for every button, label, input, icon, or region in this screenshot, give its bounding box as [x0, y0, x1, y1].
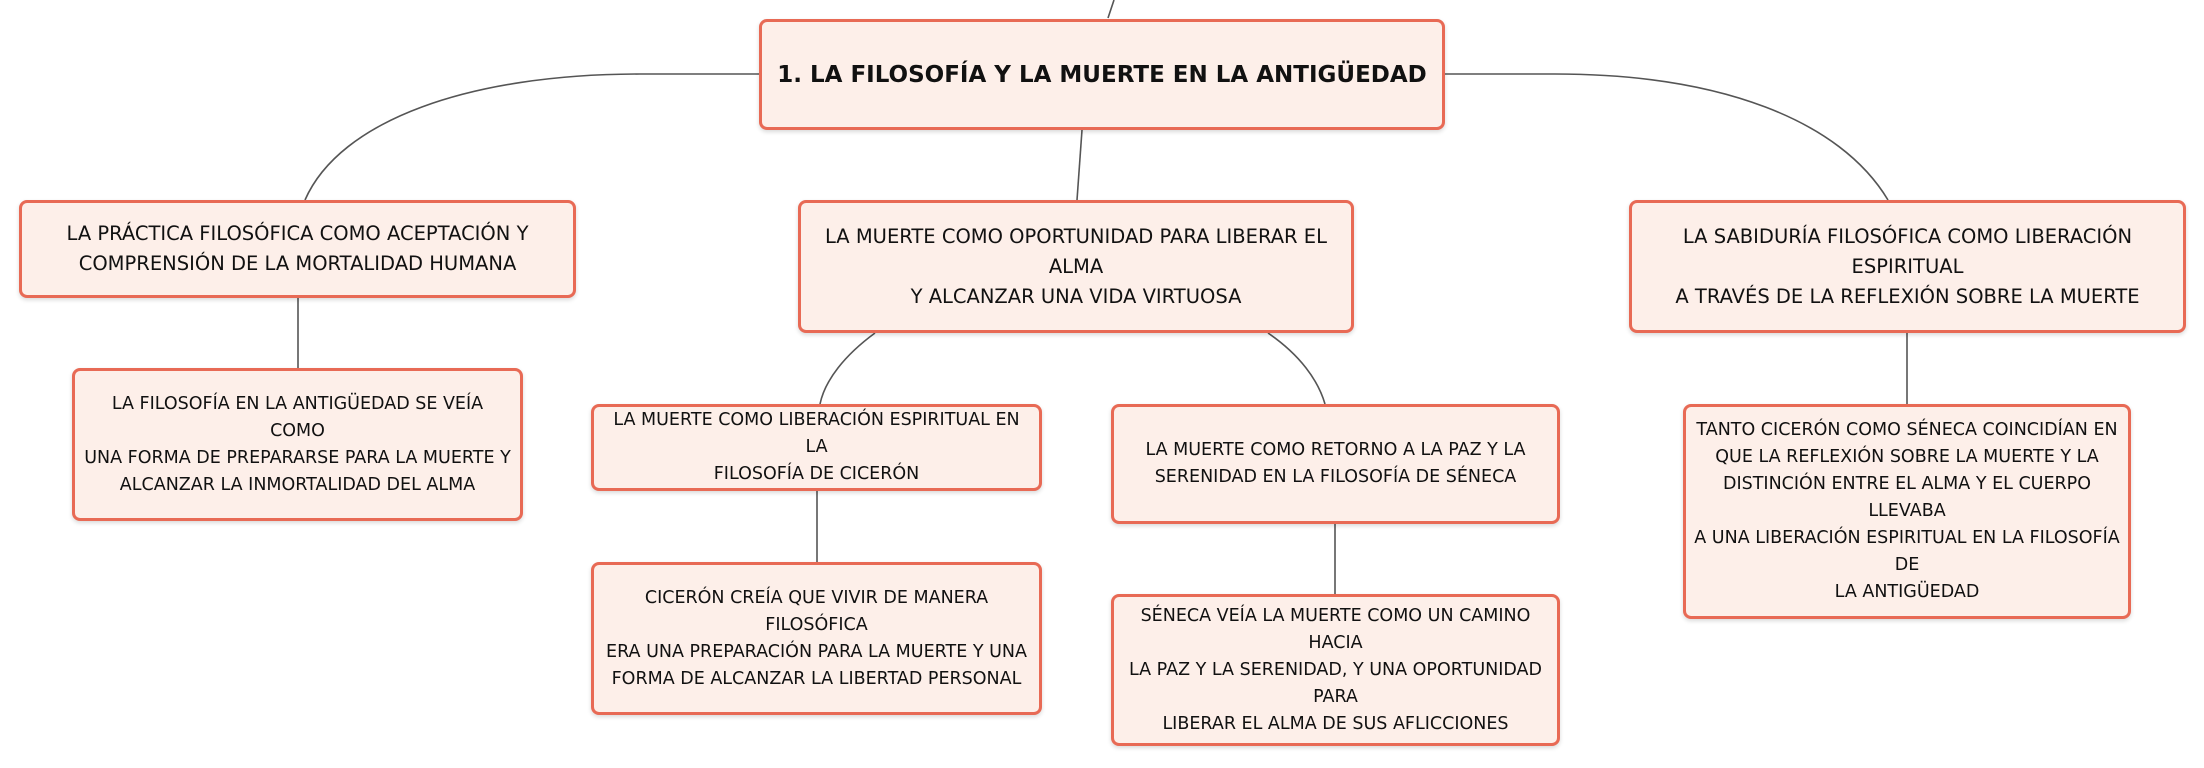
branch-topic-label: LA SABIDURÍA FILOSÓFICA COMO LIBERACIÓN ESPIRITUAL A TRAVÉS DE LA REFLEXIÓN SOBRE LA MUERTE — [1675, 224, 2140, 308]
root-topic-label: 1. LA FILOSOFÍA Y LA MUERTE EN LA ANTIGÜEDAD — [777, 61, 1427, 88]
branch-topic-label: LA PRÁCTICA FILOSÓFICA COMO ACEPTACIÓN Y COMPRENSIÓN DE LA MORTALIDAD HUMANA — [66, 222, 529, 275]
subtopic-label: LA FILOSOFÍA EN LA ANTIGÜEDAD SE VEÍA COMO UNA FORMA DE PREPARARSE PARA LA MUERTE Y ALCANZAR LA INMORTALIDAD DEL ALMA — [84, 393, 511, 495]
connector-root-center — [1077, 130, 1082, 200]
connector-root-left — [305, 74, 759, 200]
connector-to-parent — [1108, 0, 1114, 18]
connector-root-right — [1445, 74, 1888, 200]
subtopic-ciceron[interactable] — [591, 404, 1042, 491]
detail-label: CICERÓN CREÍA QUE VIVIR DE MANERA FILOSÓFICA ERA UNA PREPARACIÓN PARA LA MUERTE Y UNA FORMA DE ALCANZAR LA LIBERTAD PERSONAL — [606, 587, 1027, 689]
detail-seneca[interactable] — [1111, 594, 1560, 746]
subtopic-label: TANTO CICERÓN COMO SÉNECA COINCIDÍAN EN QUE LA REFLEXIÓN SOBRE LA MUERTE Y LA DISTINCIÓN ENTRE EL ALMA Y EL CUERPO LLEVABA A UNA LIBERACIÓN ESPIRITUAL EN LA FILOSOFÍA DE LA ANTIGÜEDAD — [1694, 420, 2120, 602]
root-topic[interactable] — [759, 19, 1445, 130]
subtopic-preparacion-muerte[interactable] — [72, 368, 523, 521]
branch-topic-sabiduria[interactable] — [1629, 200, 2186, 333]
detail-ciceron[interactable] — [591, 562, 1042, 715]
connector-center-seneca — [1268, 333, 1325, 404]
subtopic-label: LA MUERTE COMO RETORNO A LA PAZ Y LA SERENIDAD EN LA FILOSOFÍA DE SÉNECA — [1145, 440, 1526, 487]
branch-topic-label: LA MUERTE COMO OPORTUNIDAD PARA LIBERAR EL ALMA Y ALCANZAR UNA VIDA VIRTUOSA — [825, 224, 1327, 308]
detail-label: SÉNECA VEÍA LA MUERTE COMO UN CAMINO HACIA LA PAZ Y LA SERENIDAD, Y UNA OPORTUNIDAD PARA LIBERAR EL ALMA DE SUS AFLICCIONES — [1129, 605, 1542, 734]
branch-topic-aceptacion[interactable] — [19, 200, 576, 298]
branch-topic-oportunidad[interactable] — [798, 200, 1354, 333]
subtopic-label: LA MUERTE COMO LIBERACIÓN ESPIRITUAL EN LA FILOSOFÍA DE CICERÓN — [613, 410, 1020, 484]
subtopic-ciceron-y-seneca[interactable] — [1683, 404, 2131, 619]
connector-center-cicero — [820, 333, 875, 404]
subtopic-seneca[interactable] — [1111, 404, 1560, 524]
